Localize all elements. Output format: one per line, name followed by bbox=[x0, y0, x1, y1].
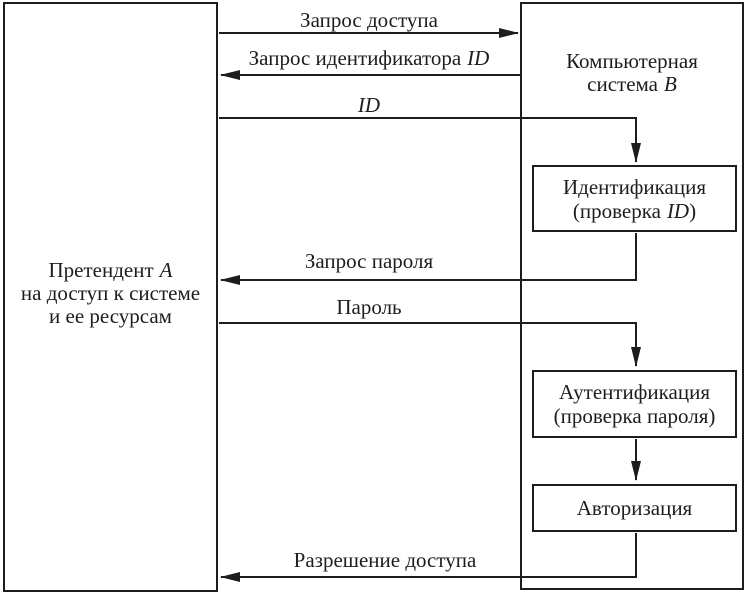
authorization-process-box bbox=[532, 484, 737, 532]
identification-subtitle-variable: ID bbox=[666, 198, 690, 223]
authentication-process-box bbox=[532, 370, 737, 438]
identification-title: Идентификация bbox=[562, 174, 706, 199]
authorization-title: Авторизация bbox=[576, 496, 693, 520]
message-password-request bbox=[218, 250, 520, 272]
message-password-text: Пароль bbox=[336, 295, 402, 319]
message-access-request bbox=[218, 9, 520, 31]
computer-system-label bbox=[520, 50, 744, 96]
computer-system-line2 bbox=[520, 73, 744, 96]
identification-subtitle-text: (проверка bbox=[572, 198, 661, 223]
identification-subtitle-paren: ) bbox=[689, 198, 697, 223]
message-id-value bbox=[218, 94, 520, 116]
message-id-value-text: ID bbox=[357, 93, 381, 117]
claimant-label-line2: на доступ к системе bbox=[20, 281, 201, 305]
message-access-grant bbox=[235, 549, 535, 571]
computer-system-variable: B bbox=[664, 72, 677, 96]
message-access-grant-text: Разрешение доступа bbox=[293, 548, 477, 572]
identification-subtitle bbox=[573, 199, 696, 223]
message-password bbox=[218, 296, 520, 318]
claimant-variable: A bbox=[159, 258, 173, 282]
message-id-request-variable: ID bbox=[467, 46, 490, 70]
message-id-request-text: Запрос идентификатора bbox=[248, 46, 462, 70]
claimant-label-line3: и ее ресурсам bbox=[49, 304, 172, 328]
message-access-request-text: Запрос доступа bbox=[300, 8, 438, 32]
authentication-subtitle: (проверка пароля) bbox=[553, 404, 716, 428]
message-password-request-text: Запрос пароля bbox=[304, 249, 434, 273]
authentication-title: Аутентификация bbox=[559, 380, 710, 404]
claimant-name-line bbox=[3, 259, 218, 282]
message-id-request bbox=[218, 47, 520, 69]
claimant-actor-label bbox=[3, 259, 218, 328]
computer-system-name: система bbox=[587, 72, 659, 96]
claimant-name: Претендент bbox=[48, 258, 154, 282]
identification-process-box bbox=[532, 165, 737, 232]
computer-system-line1: Компьютерная bbox=[566, 49, 698, 73]
